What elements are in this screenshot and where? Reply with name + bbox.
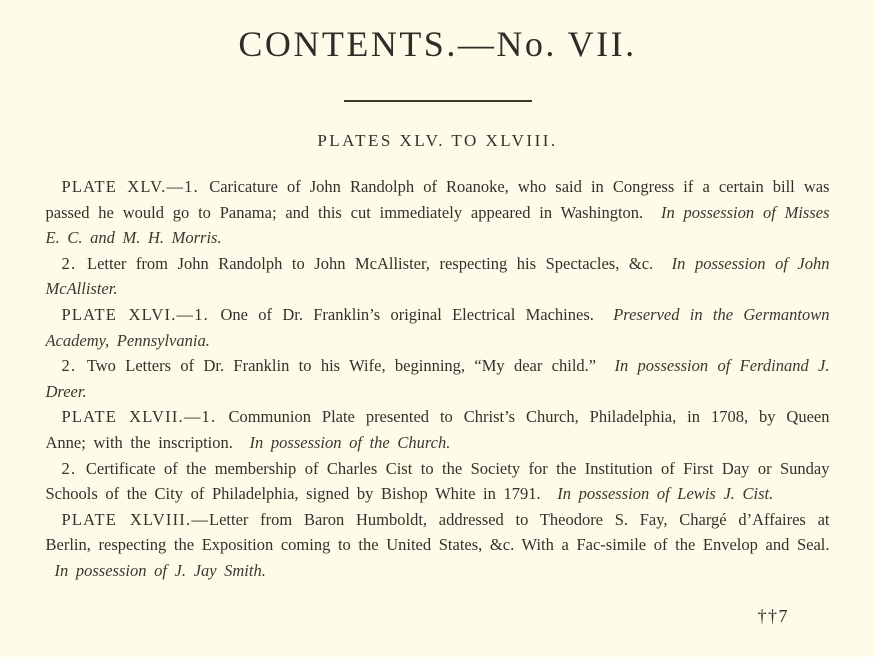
plate-entry xyxy=(46,404,830,455)
signature-mark: ††7 xyxy=(757,606,789,626)
entry-attribution: In possession of J. Jay Smith. xyxy=(54,560,266,580)
entry-label: 2. xyxy=(61,356,87,376)
plate-entry xyxy=(46,353,830,404)
entry-text: Caricature of John Randolph of Roanoke, who said in Congress if a certain bill was passed he would go to Panama; and this cut immediately appeared in Washington. xyxy=(45,177,830,222)
entry-label: PLATE XLV.—1. xyxy=(61,177,210,196)
entry-label: PLATE XLVIII.— xyxy=(61,509,210,529)
plate-entry xyxy=(46,302,830,353)
entry-text: One of Dr. Franklin’s original Electrical Machines. xyxy=(220,304,594,324)
entry-attribution: In possession of John McAllister. xyxy=(45,253,830,299)
divider-rule xyxy=(344,100,532,102)
page-title: CONTENTS.—No. VII. xyxy=(238,24,637,64)
section-heading: PLATES XLV. TO XLVIII. xyxy=(317,131,558,150)
entry-label: PLATE XLVI.—1. xyxy=(61,304,221,324)
entry-text: Two Letters of Dr. Franklin to his Wife, beginning, “My dear child.” xyxy=(86,356,597,376)
entry-label: PLATE XLVII.—1. xyxy=(61,407,229,427)
plate-entry xyxy=(46,456,830,507)
entry-text: Letter from John Randolph to John McAllister, respecting his Spectacles, &c. xyxy=(87,253,654,273)
plate-entry xyxy=(46,174,830,251)
entry-attribution: In possession of Misses E. C. and M. H. Morris. xyxy=(45,202,830,248)
entry-attribution: Preserved in the Germantown Academy, Pennsylvania. xyxy=(45,304,830,350)
entry-label: 2. xyxy=(61,458,86,478)
contents-list xyxy=(46,174,830,584)
entry-text: Letter from Baron Humboldt, addressed to Theodore S. Fay, Chargé d’Affaires at Berlin, respecting the Exposition coming to the United States, &c. With a Fac-simile of the Envelop and Seal. xyxy=(45,509,830,555)
plate-entry xyxy=(46,251,830,302)
entry-attribution: In possession of Lewis J. Cist. xyxy=(557,484,774,504)
entry-attribution: In possession of Ferdinand J. Dreer. xyxy=(45,356,830,401)
entry-text: Certificate of the membership of Charles Cist to the Society for the Institution of First Day or Sunday Schools of the City of Philadelphia, signed by Bishop White in 1791. xyxy=(45,458,830,504)
entry-text: Communion Plate presented to Christ’s Church, Philadelphia, in 1708, by Queen Anne; with the inscription. xyxy=(45,407,830,452)
entry-label: 2. xyxy=(61,253,88,273)
plate-entry xyxy=(46,507,830,584)
entry-attribution: In possession of the Church. xyxy=(249,432,451,452)
